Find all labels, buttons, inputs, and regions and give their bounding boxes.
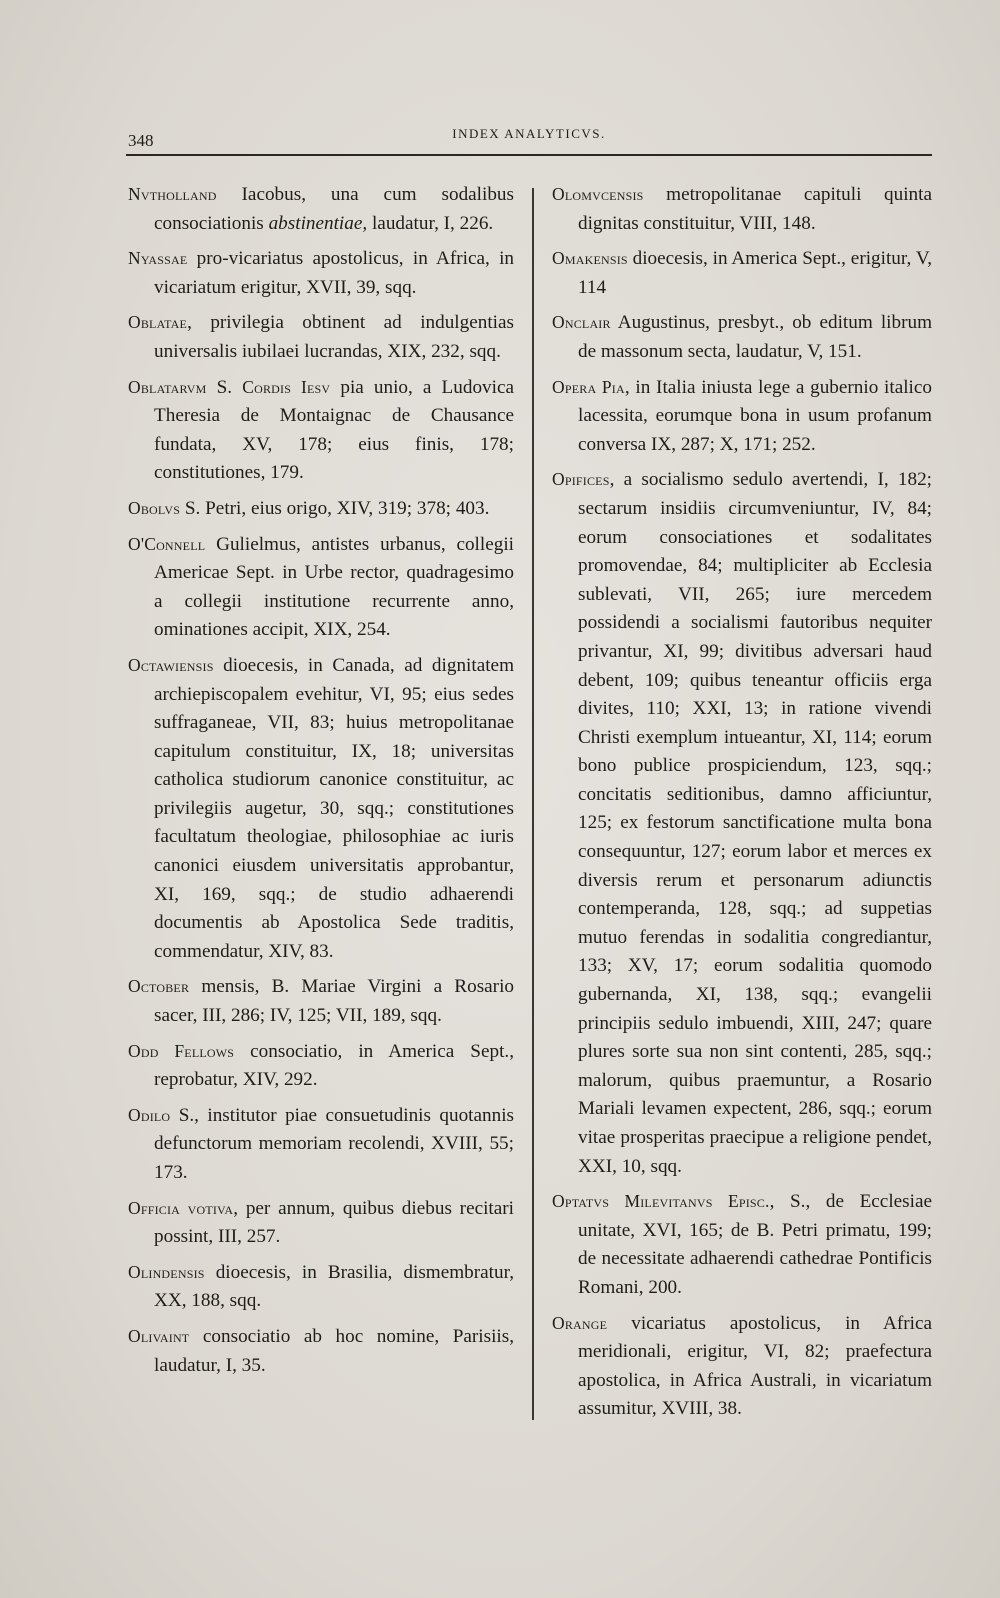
entry-text: , a socialismo sedulo avertendi, I, 182; sectarum insidiis circumveniuntur, IV, 84; eorum consociationes et sodalitates promovendae, 84; multipliciter ab Ecclesia sublevati, VII, 265; iure mercedem possidendi a socialismi fautoribus nequiter privantur, XI, 99; divitibus adversari haud debent, 109; quibus teneantur officiis erga divites, 110; XXI, 13; in ratione vivendi Christi exemplum intueantur, XI, 114; eorum bono publice prospiciendum, 123, sqq.; concitatis seditionibus, damno afficiuntur, 125; ex festorum sanctificatione multa bona consequuntur, 127; eorum labor et merces ex diversis rerum et personarum adiunctis contemperanda, 128, sqq.; ad suppetias mutuo ferendas in sodalitia congrediantur, 133; XV, 17; eorum sodalitia quomodo gubernanda, XI, 138, sqq.; evangelii principiis sedulo imbuendi, XIII, 247; quare plures sorte sua non sint contenti, 285, sqq.; malorum, quibus praemuntur, a Rosario Mariali levamen expectent, 286, sqq.; eorum vitae prosperitas praecipue a religione pendet, XXI, 10, sqq. — [578, 469, 932, 1177]
entry-text: vicariatus apostolicus, in Africa meridionali, erigitur, VI, 82; praefectura apostolica, in Africa Australi, in vicariatum assumitur, XVIII, 38. — [578, 1312, 932, 1420]
index-entry — [128, 530, 514, 645]
entry-headword: Olivaint — [128, 1325, 190, 1346]
index-entry — [552, 244, 932, 302]
entry-text: dioecesis, in Canada, ad dignitatem archiepiscopalem evehitur, VI, 95; eius sedes suffraganeae, VII, 83; huius metropolitanae capitulum constituitur, IX, 18; universitas catholica studiorum canonice constituitur, ac privilegiis augetur, 30, sqq.; constitutiones facultatum theologiae, philosophiae ac iuris canonici eiusdem universitatis approbantur, XI, 169, sqq.; de studio adhaerendi documentis ab Apostolica Sede traditis, commendatur, XIV, 83. — [154, 654, 514, 962]
entry-headword: Omakensis — [552, 248, 628, 269]
entry-headword: Nvtholland — [128, 184, 217, 204]
entry-text: pia unio, a Ludovica Theresia de Montaignac de Chausance fundata, XV, 178; eius finis, 178; constitutiones, 179. — [154, 376, 514, 484]
right-column — [552, 180, 932, 1430]
entry-text: dioecesis, in Brasilia, dismembratur, XX, 188, sqq. — [154, 1261, 514, 1312]
entry-headword: Optatvs Milevitanvs Episc. — [552, 1191, 770, 1212]
entry-text: pro-vicariatus apostolicus, in Africa, in vicariatum erigitur, XVII, 39, sqq. — [154, 248, 514, 298]
index-entry — [552, 465, 932, 1181]
entry-text: S. — [206, 376, 243, 398]
entry-headword: Octawiensis — [128, 654, 214, 675]
entry-headword: Olomvcensis — [552, 184, 644, 204]
entry-headword: Onclair — [552, 312, 611, 333]
entry-headword: Obolvs — [128, 497, 181, 518]
entry-text: consociatio ab hoc nomine, Parisiis, laudatur, I, 35. — [154, 1325, 514, 1376]
entry-headword: Oblatae — [128, 312, 188, 333]
entry-text: Gulielmus, antistes urbanus, collegii Americae Sept. in Urbe rector, quadragesimo a collegii institutione recurrente anno, ominationes accipit, XIX, 254. — [154, 533, 514, 641]
column-divider — [532, 188, 534, 1420]
index-entry — [128, 180, 514, 238]
index-entry — [128, 494, 514, 524]
entry-text: metropolitanae capituli quinta dignitas constituitur, VIII, 148. — [578, 184, 932, 234]
index-entry — [128, 1322, 514, 1380]
index-entry — [128, 244, 514, 302]
entry-text: mensis, B. Mariae Virgini a Rosario sacer, III, 286; IV, 125; VII, 189, sqq. — [154, 976, 514, 1027]
entry-text: , privilegia obtinent ad indulgentias universalis iubilaei lucrandas, XIX, 232, sqq. — [154, 312, 514, 362]
entry-headword: Nyassae — [128, 248, 188, 269]
entry-headword: Officia votiva — [128, 1197, 234, 1218]
entry-headword: Oblatarvm — [128, 376, 207, 397]
index-entry — [128, 1258, 514, 1316]
entry-headword: Opera Pia — [552, 376, 625, 397]
index-entry — [128, 651, 514, 967]
entry-text: consociatio, in America Sept., reprobatur, XIV, 292. — [154, 1040, 514, 1091]
entry-text: Iacobus, una cum sodalibus consociationis — [154, 184, 514, 234]
page-header — [126, 126, 932, 156]
entry-headword: Odd Fellows — [128, 1040, 235, 1061]
entry-headword: Opifices — [552, 469, 610, 490]
entry-text: , per annum, quibus diebus recitari possint, III, 257. — [154, 1197, 514, 1248]
entry-italic-text: abstinentiae, — [268, 212, 368, 234]
running-title: INDEX ANALYTICVS. — [452, 126, 606, 141]
entry-headword: October — [128, 976, 190, 997]
entry-headword: Olindensis — [128, 1261, 205, 1282]
entry-text: Augustinus, presbyt., ob editum librum de massonum secta, laudatur, V, 151. — [578, 312, 932, 362]
entry-headword: Cordis Iesv — [242, 376, 331, 397]
index-entry — [128, 1101, 514, 1188]
index-entry — [552, 373, 932, 460]
entry-text: dioecesis, in America Sept., erigitur, V, 114 — [578, 248, 932, 298]
index-entry — [552, 308, 932, 366]
entry-headword: Odilo — [128, 1104, 171, 1125]
entry-text: , in Italia iniusta lege a gubernio italico lacessita, eorumque bona in usum profanum conversa IX, 287; X, 171; 252. — [578, 376, 932, 455]
index-entry — [552, 180, 932, 238]
entry-text: laudatur, I, 226. — [367, 212, 494, 234]
entry-text: , S., de Ecclesiae unitate, XVI, 165; de B. Petri primatu, 199; de necessitate adhaerendi cathedrae Pontificis Romani, 200. — [578, 1191, 933, 1298]
index-entry — [128, 972, 514, 1030]
index-entry — [552, 1309, 932, 1424]
header-rule — [126, 154, 932, 156]
index-entry — [552, 1187, 932, 1302]
entry-headword: O'Connell — [128, 533, 206, 554]
entry-headword: Orange — [552, 1312, 608, 1333]
index-entry — [128, 1037, 514, 1095]
entry-text: S., institutor piae consuetudinis quotannis defunctorum memoriam recolendi, XVIII, 55; 173. — [154, 1104, 514, 1183]
entry-text: S. Petri, eius origo, XIV, 319; 378; 403. — [180, 497, 490, 519]
index-entry — [128, 308, 514, 366]
page-number: 348 — [128, 131, 154, 150]
index-entry — [128, 1194, 514, 1252]
left-column — [128, 180, 514, 1386]
index-entry — [128, 373, 514, 488]
